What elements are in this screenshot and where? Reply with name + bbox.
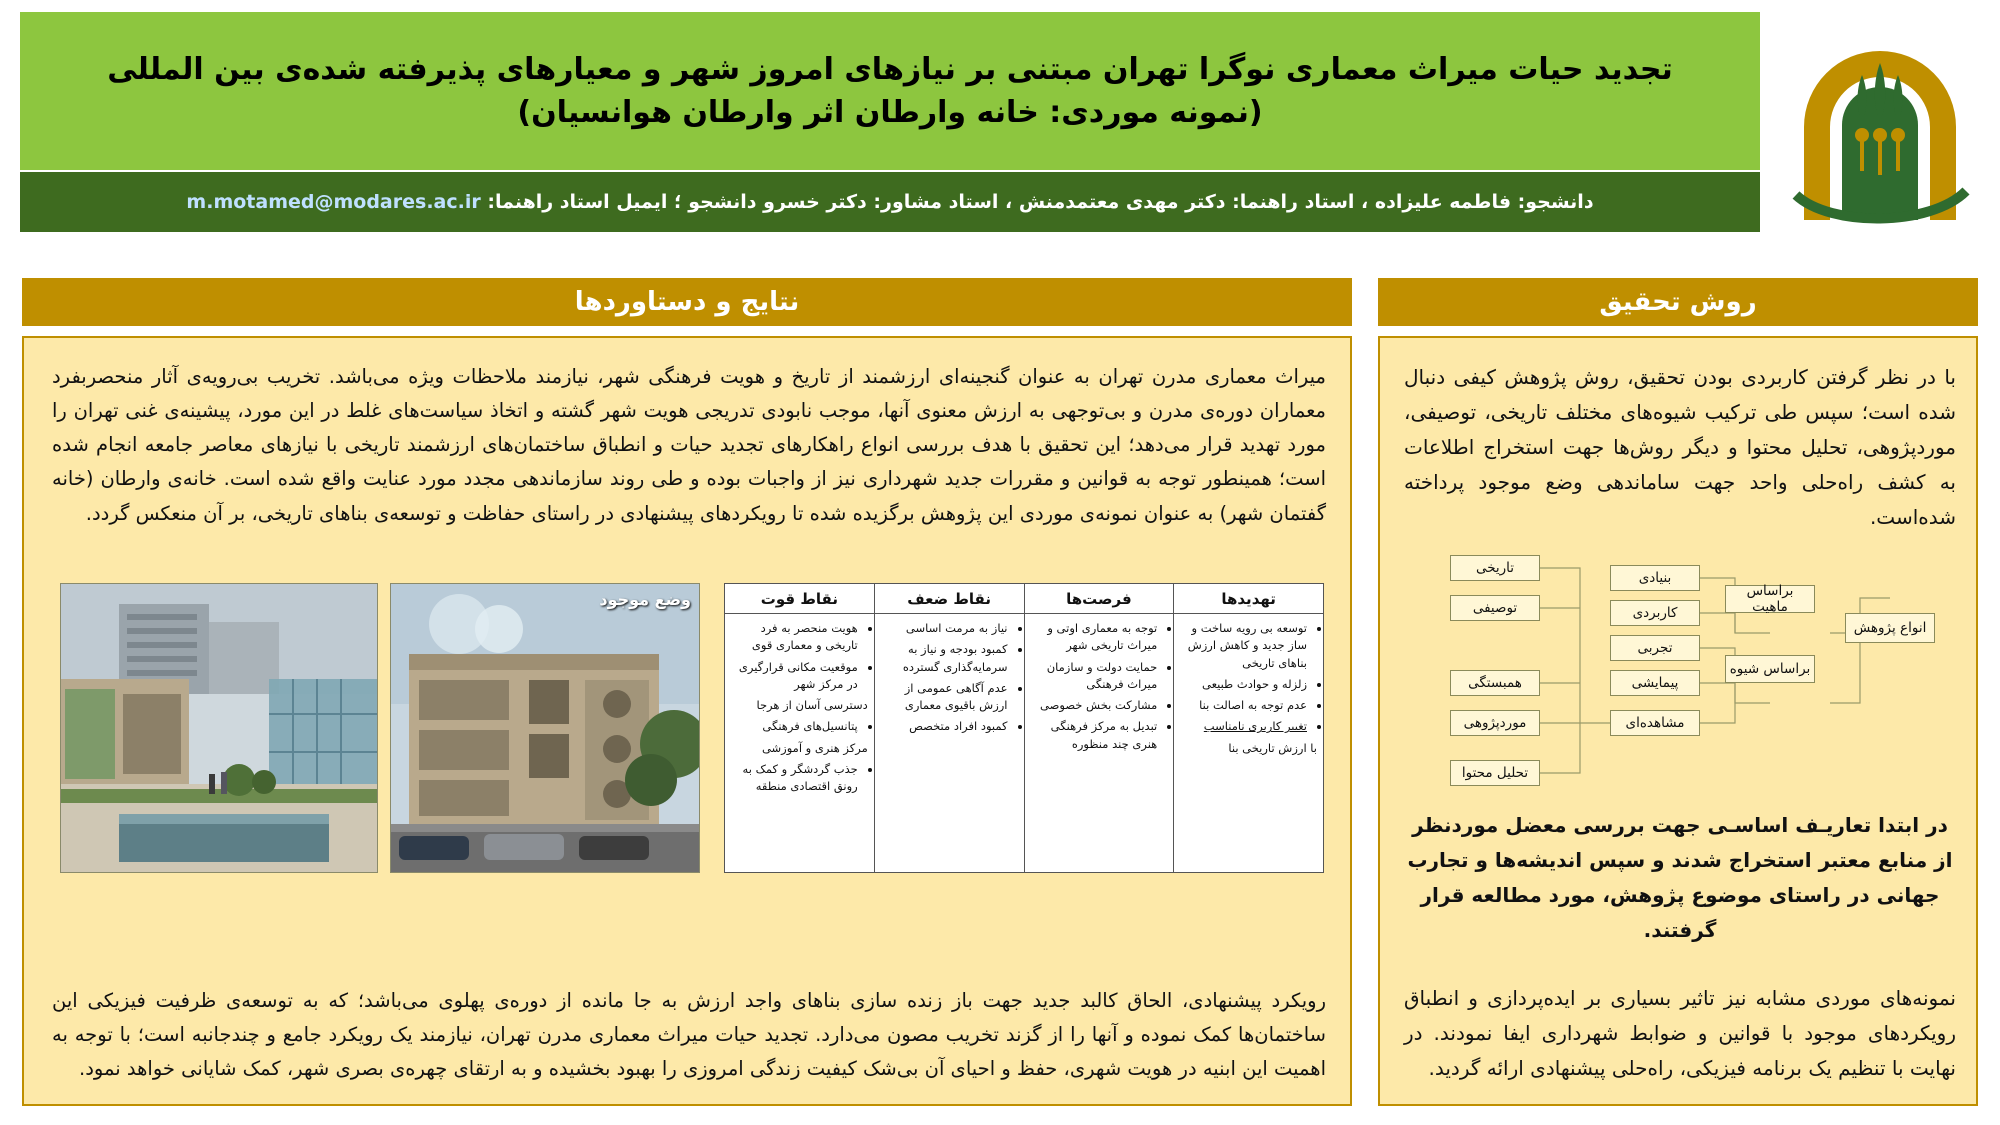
- section-bar-method-label: روش تحقیق: [1599, 287, 1757, 317]
- swot-header-opportunities: فرصت‌ها: [1025, 584, 1174, 614]
- diagram-node-experimental: تجربی: [1610, 635, 1700, 661]
- photo-courtyard-view: [60, 583, 378, 873]
- swot-item: • جذب گردشگر و کمک به رونق اقتصادی منطقه: [731, 761, 858, 796]
- swot-item: با ارزش تاریخی بنا: [1228, 740, 1317, 755]
- advisor-email[interactable]: m.motamed@modares.ac.ir: [186, 191, 481, 213]
- swot-item: • توجه به معماری اوتی و میراث تاریخی شهر: [1031, 620, 1158, 655]
- swot-list-strengths: [725, 614, 874, 803]
- swot-item: • کمبود افراد متخصص: [881, 718, 1008, 735]
- diagram-node-survey: پیمایشی: [1610, 670, 1700, 696]
- swot-list-weaknesses: [875, 614, 1024, 744]
- poster-title-line2: (نمونه موردی: خانه وارطان اثر وارطان هوانسیان): [517, 95, 1263, 130]
- results-panel: [22, 336, 1352, 1106]
- poster-header: [0, 0, 2000, 258]
- photo-courtyard-graphic: [60, 584, 377, 873]
- results-photo-group: [60, 583, 700, 873]
- swot-column-strengths: [725, 584, 874, 872]
- diagram-node-by-nature: براساس ماهیت: [1725, 585, 1815, 613]
- diagram-node-content-analysis: تحلیل محتوا: [1450, 760, 1540, 786]
- swot-item: • عدم آگاهی عمومی از ارزش باقیوی معماری: [881, 680, 1008, 715]
- university-logo-icon: [1780, 15, 1980, 230]
- diagram-node-case-study: موردپژوهی: [1450, 710, 1540, 736]
- swot-item: • زلزله و حوادث طبیعی: [1180, 676, 1307, 693]
- swot-list-opportunities: [1025, 614, 1174, 761]
- poster-title-line1: تجدید حیات میراث معماری نوگرا تهران مبتنی بر نیازهای امروز شهر و معیارهای پذیرفته شده‌ی بین المللی: [107, 51, 1673, 87]
- poster-title: [107, 48, 1673, 135]
- section-bar-results: [22, 278, 1352, 326]
- swot-list-threats: [1174, 614, 1323, 765]
- diagram-node-by-method: براساس شیوه: [1725, 655, 1815, 683]
- swot-item: • موقعیت مکانی قرارگیری در مرکز شهر: [731, 659, 858, 694]
- results-conclusion-text: رویکرد پیشنهادی، الحاق کالبد جدید جهت باز زنده سازی بناهای واجد ارزش به جا مانده از دوره‌ی پهلوی می‌باشد؛ که به توسعه‌ی ظرفیت فیزیکی این ساختمان‌ها کمک نموده و آنها را از گزند تخریب مصون می‌دارد. تجدید حیات میراث معماری مدرن تهران، نیازمند یک رویکرد جامع و چندجانبه است؛ با توجه به اهمیت این ابنیه در هویت شهری، حفظ و احیای آن بی‌شک کیفیت زندگی امروزی را بهبود بخشیده و به ارتقای چهره‌ی بصری شهر، کمک شایانی خواهد نمود.: [52, 988, 1326, 1080]
- results-intro-text: میراث معماری مدرن تهران به عنوان گنجینه‌ای ارزشمند از تاریخ و هویت فرهنگی شهر، نیازمند ملاحظات ویژه می‌باشد. تخریب بی‌رویه‌ی آثار منحصربفرد معماران دوره‌ی مدرن و بی‌توجهی به ارزش معنوی آنها، موجب نابودی تدریجی هویت شهر گشته و اتخاذ سیاست‌های غلط در این مورد، پیشینه‌ی غنی تهران را مورد تهدید قرار می‌دهد؛ این تحقیق با هدف بررسی انواع راهکارهای تجدید حیات و انطباق ساختمان‌های ارزشمند تاریخی با نیازهای معاصر جامعه انجام شده است؛ همینطور توجه به قوانین و مقررات جدید شهرداری نیز از واجبات بوده و طی روند سازماندهی مجدد مورد عنایت واقع شده است. خانه‌ی وارطان (خانه گفتمان شهر) به عنوان نمونه‌ی موردی این پژوهش برگزیده شده تا رویکردهای پیشنهادی در راستای حفاظت و توسعه‌ی بناهای تاریخی، بر آن منعکس گردد.: [52, 365, 1326, 525]
- photo-caption-existing: وضع موجود: [599, 590, 691, 609]
- photo-exterior-graphic: [390, 584, 699, 873]
- swot-item: • نیاز به مرمت اساسی: [881, 620, 1008, 637]
- swot-column-weaknesses: [874, 584, 1024, 872]
- diagram-node-correlational: همبستگی: [1450, 670, 1540, 696]
- swot-item: • هویت منحصر به فرد تاریخی و معماری قوی: [731, 620, 858, 655]
- poster-authors-band: [20, 172, 1760, 232]
- method-panel: [1378, 336, 1978, 1106]
- method-paragraph-1: با در نظر گرفتن کاربردی بودن تحقیق، روش پژوهش کیفی دنبال شده است؛ سپس طی ترکیب شیوه‌های مختلف تاریخی، توصیفی، موردپژوهی، تحلیل محتوا و دیگر روش‌ها جهت استخراج اطلاعات به کشف راه‌حلی واحد جهت ساماندهی وضع موجود پرداخته شده‌است.: [1404, 365, 1956, 529]
- swot-item: • تبدیل به مرکز فرهنگی هنری چند منظوره: [1031, 718, 1158, 753]
- section-bar-results-label: نتایج و دستاوردها: [574, 287, 800, 317]
- diagram-node-root: انواع پژوهش: [1845, 613, 1935, 643]
- swot-item: • تغییر کاربری نامناسب: [1180, 718, 1307, 735]
- diagram-node-descriptive: توصیفی: [1450, 595, 1540, 621]
- diagram-node-basic: بنیادی: [1610, 565, 1700, 591]
- swot-column-opportunities: [1024, 584, 1174, 872]
- swot-item: • حمایت دولت و سازمان میراث فرهنگی: [1031, 659, 1158, 694]
- method-paragraph-2: در ابتدا تعاریـف اساسـی جهت بررسی معضل موردنظر از منابع معتبر استخراج شدند و سپس اندیشه‌ها و تجارب جهانی در راستای موضوع پژوهش، مورد مطالعه قرار گرفتند.: [1407, 813, 1953, 942]
- swot-header-weaknesses: نقاط ضعف: [875, 584, 1024, 614]
- swot-item: • عدم توجه به اصالت بنا: [1180, 697, 1307, 714]
- research-types-diagram: [1390, 533, 1970, 823]
- swot-item: • پتانسیل‌های فرهنگی: [731, 718, 858, 735]
- university-logo: [1777, 12, 1982, 232]
- swot-item: • مشارکت بخش خصوصی: [1031, 697, 1158, 714]
- method-paragraph-3: نمونه‌های موردی مشابه نیز تاثیر بسیاری بر ایده‌پردازی و انطباق رویکردهای موجود با قوانین و ضوابط شهرداری ایفا نمودند. در نهایت با تنظیم یک برنامه فیزیکی، راه‌حلی پیشنهادی ارائه گردید.: [1404, 986, 1956, 1080]
- swot-column-threats: [1173, 584, 1323, 872]
- swot-item: • کمبود بودجه و نیاز به سرمایه‌گذاری گسترده: [881, 641, 1008, 676]
- swot-item: • توسعه بی رویه ساخت و ساز جدید و کاهش ارزش بناهای تاریخی: [1180, 620, 1307, 672]
- swot-table: [724, 583, 1324, 873]
- poster-authors: [186, 191, 1593, 213]
- poster-title-band: [20, 12, 1760, 170]
- swot-header-strengths: نقاط قوت: [725, 584, 874, 614]
- diagram-node-historical: تاریخی: [1450, 555, 1540, 581]
- swot-item: دسترسی آسان از هرجا: [756, 698, 868, 712]
- authors-label: دانشجو: فاطمه علیزاده ، استاد راهنما: دکتر مهدی معتمدمنش ، استاد مشاور: دکتر خسرو دانشجو ؛ ایمیل استاد راهنما:: [487, 191, 1594, 213]
- diagram-node-applied: کاربردی: [1610, 600, 1700, 626]
- swot-header-threats: تهدیدها: [1174, 584, 1323, 614]
- swot-item: مرکز هنری و آموزشی: [761, 740, 868, 755]
- diagram-node-observational: مشاهده‌ای: [1610, 710, 1700, 736]
- photo-existing-condition-exterior: [390, 583, 700, 873]
- section-bar-method: [1378, 278, 1978, 326]
